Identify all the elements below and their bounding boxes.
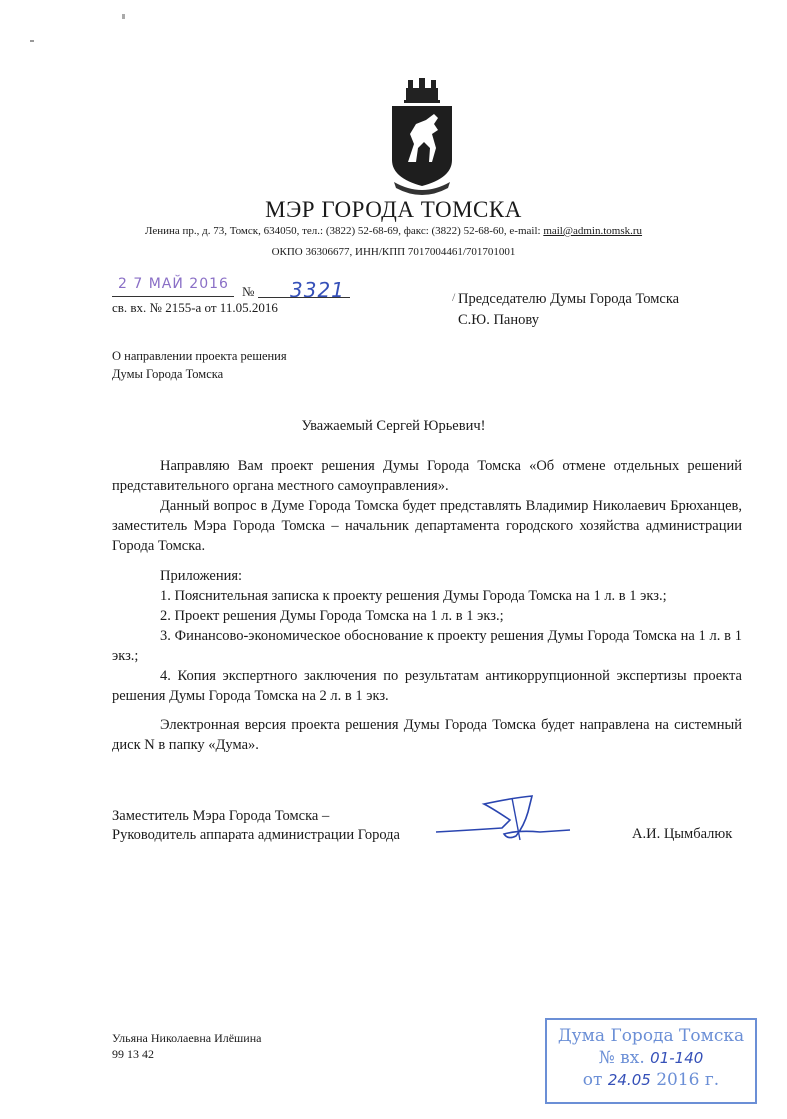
attachment-item: 4. Копия экспертного заключения по результатам антикоррупционной экспертизы проекта решения Думы Города Томска на 2 л. в 1 экз.	[112, 668, 742, 704]
sender-address	[0, 225, 787, 237]
handwritten-signature	[432, 790, 572, 850]
addressee-block	[458, 289, 679, 331]
attachments-block	[112, 566, 742, 706]
stamp-date-label: от	[582, 1070, 603, 1090]
number-underline	[258, 297, 350, 298]
stamp-org: Дума Города Томска	[557, 1026, 745, 1046]
paragraph-text: Данный вопрос в Думе Города Томска будет представлять Владимир Николаевич Брюханцев, заместитель Мэра Города Томска – начальник департамента городского хозяйства администрации Города Томска.	[112, 498, 742, 554]
body-paragraph	[112, 456, 742, 496]
addressee-position: Председателю Думы Города Томска	[458, 291, 680, 307]
stamp-number-row	[547, 1048, 755, 1068]
address-text: Ленина пр., д. 73, Томск, 634050, тел.: (3822) 52-68-69, факс: (3822) 52-68-60, e-mail:	[144, 225, 544, 237]
stamp-date-row	[547, 1070, 755, 1090]
subject-line: Думы Города Томска	[112, 367, 224, 381]
position-line: Заместитель Мэра Города Томска –	[112, 808, 330, 824]
stamp-year-suffix: г.	[704, 1070, 720, 1090]
stamp-number-label: № вх.	[598, 1048, 645, 1068]
sender-codes: ОКПО 36306677, ИНН/КПП 7017004461/701701001	[271, 246, 516, 258]
stamp-date-value: 24.05	[607, 1071, 651, 1089]
email-link[interactable]: mail@admin.tomsk.ru	[543, 225, 643, 237]
addressee-name: С.Ю. Панову	[458, 312, 539, 328]
executor-block	[112, 1030, 261, 1062]
date-stamp: 2 7 МАЙ 2016	[118, 276, 229, 292]
attachments-title: Приложения:	[160, 568, 243, 584]
scan-speck	[122, 14, 125, 19]
stamp-number-value: 01-140	[650, 1049, 704, 1067]
stamp-year: 2016	[656, 1070, 700, 1090]
paragraph-text: Направляю Вам проект решения Думы Города Томска «Об отмене отдельных решений представительного органа местного самоуправления».	[112, 458, 742, 494]
paragraph-text: Электронная версия проекта решения Думы Города Томска будет направлена на системный диск N в папку «Дума».	[112, 717, 742, 753]
subject-line: О направлении проекта решения	[112, 349, 287, 363]
body-paragraph	[112, 496, 742, 556]
sender-title: МЭР ГОРОДА ТОМСКА	[265, 197, 522, 222]
attachment-item: 1. Пояснительная записка к проекту решения Думы Города Томска на 1 л. в 1 экз.;	[160, 588, 667, 604]
subject-block	[112, 347, 287, 383]
received-stamp	[545, 1018, 757, 1104]
number-sign: №	[242, 284, 255, 299]
coat-of-arms-icon	[386, 78, 458, 196]
position-line: Руководитель аппарата администрации Города	[112, 827, 400, 843]
attachment-item: 2. Проект решения Думы Города Томска на 1 л. в 1 экз.;	[160, 608, 504, 624]
body-paragraph	[112, 715, 742, 755]
greeting: Уважаемый Сергей Юрьевич!	[301, 418, 486, 434]
signatory-position	[112, 807, 400, 845]
attachment-item: 3. Финансово-экономическое обоснование к проекту решения Думы Города Томска на 1 л. в 1 экз.;	[112, 628, 742, 664]
scan-speck	[30, 40, 34, 42]
executor-phone: 99 13 42	[112, 1047, 154, 1061]
date-underline	[112, 296, 234, 297]
outgoing-number: 3321	[290, 278, 345, 302]
check-mark-icon: /	[452, 290, 456, 304]
signatory-name: А.И. Цымбалюк	[632, 826, 733, 842]
executor-name: Ульяна Николаевна Илёшина	[112, 1031, 262, 1045]
reference-line: св. вх. № 2155-а от 11.05.2016	[112, 300, 278, 315]
